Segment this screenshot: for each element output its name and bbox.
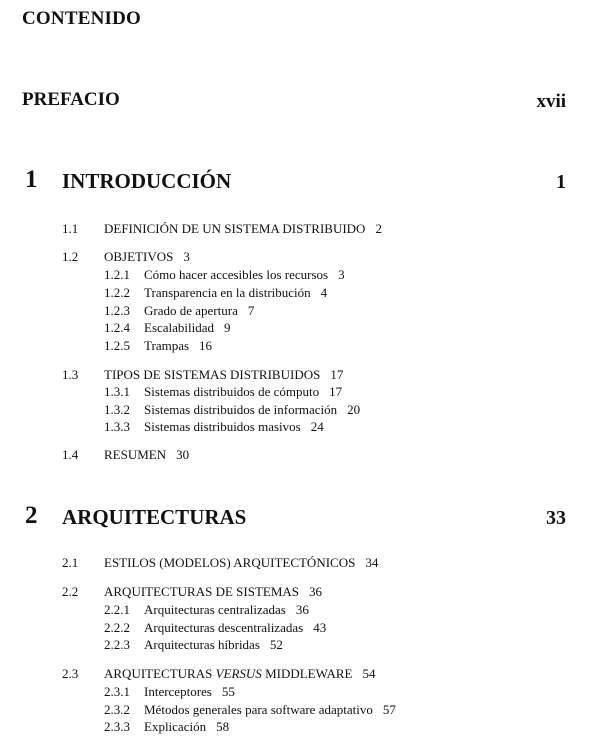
preface-page-number: xvii — [536, 91, 566, 112]
subsection-entry — [144, 602, 309, 618]
section-number: 1.1 — [62, 221, 79, 236]
chapter-number: 2 — [25, 502, 38, 529]
chapter-title: ARQUITECTURAS — [62, 505, 247, 529]
section-number: 2.3 — [62, 666, 79, 681]
section-number: 1.4 — [62, 447, 79, 462]
subsection-number: 1.2.5 — [104, 338, 130, 353]
subsection-number: 2.2.1 — [104, 602, 130, 617]
subsection-page-number: 16 — [199, 338, 213, 353]
preface-title: PREFACIO — [22, 89, 120, 110]
toc-heading: CONTENIDO — [22, 8, 141, 29]
subsection-title: Transparencia en la distribución — [144, 285, 311, 300]
chapter-page-number: 1 — [556, 171, 566, 193]
section-entry — [104, 555, 378, 571]
section-page-number: 2 — [375, 221, 382, 236]
section-entry — [104, 367, 343, 383]
section-page-number: 17 — [330, 367, 344, 382]
subsection-page-number: 58 — [216, 719, 230, 734]
section-entry — [104, 249, 190, 265]
section-entry — [104, 221, 382, 237]
subsection-entry — [144, 620, 326, 636]
section-entry — [104, 666, 375, 682]
subsection-number: 1.2.1 — [104, 267, 130, 282]
subsection-title: Cómo hacer accesibles los recursos — [144, 267, 329, 282]
subsection-page-number: 36 — [295, 602, 309, 617]
subsection-entry — [144, 303, 254, 319]
section-page-number: 3 — [183, 249, 190, 264]
subsection-title: Arquitecturas híbridas — [144, 637, 260, 652]
section-number: 2.2 — [62, 584, 79, 599]
subsection-title: Sistemas distribuidos masivos — [144, 419, 301, 434]
subsection-page-number: 55 — [221, 684, 235, 699]
section-title: TIPOS DE SISTEMAS DISTRIBUIDOS — [104, 367, 321, 382]
section-page-number: 36 — [309, 584, 323, 599]
section-title: RESUMEN — [104, 447, 167, 462]
subsection-number: 1.2.3 — [104, 303, 130, 318]
subsection-entry — [144, 285, 327, 301]
subsection-title: Trampas — [144, 338, 190, 353]
section-page-number: 30 — [176, 447, 190, 462]
subsection-entry — [144, 384, 342, 400]
subsection-number: 2.3.3 — [104, 719, 130, 734]
section-number: 2.1 — [62, 555, 79, 570]
section-entry — [104, 447, 189, 463]
subsection-number: 2.2.2 — [104, 620, 130, 635]
subsection-page-number: 20 — [347, 402, 361, 417]
subsection-entry — [144, 702, 396, 718]
subsection-number: 1.3.3 — [104, 419, 130, 434]
subsection-entry — [144, 719, 229, 735]
subsection-page-number: 24 — [310, 419, 324, 434]
section-number: 1.3 — [62, 367, 79, 382]
subsection-number: 1.3.2 — [104, 402, 130, 417]
subsection-page-number: 17 — [329, 384, 343, 399]
subsection-page-number: 52 — [269, 637, 283, 652]
subsection-page-number: 7 — [247, 303, 255, 318]
subsection-page-number: 57 — [382, 702, 396, 717]
subsection-title: Sistemas distribuidos de información — [144, 402, 338, 417]
subsection-number: 2.3.2 — [104, 702, 130, 717]
subsection-entry — [144, 267, 345, 283]
subsection-title: Arquitecturas descentralizadas — [144, 620, 304, 635]
subsection-title: Interceptores — [144, 684, 212, 699]
section-entry — [104, 584, 322, 600]
section-title: DEFINICIÓN DE UN SISTEMA DISTRIBUIDO — [104, 221, 366, 236]
subsection-entry — [144, 338, 212, 354]
subsection-number: 2.3.1 — [104, 684, 130, 699]
subsection-title: Arquitecturas centralizadas — [144, 602, 286, 617]
chapter-page-number: 33 — [546, 507, 566, 529]
chapter-title: INTRODUCCIÓN — [62, 169, 232, 193]
subsection-title: Explicación — [144, 719, 207, 734]
section-title-italic: VERSUS — [215, 666, 262, 681]
subsection-entry — [144, 419, 324, 435]
section-title: ESTILOS (MODELOS) ARQUITECTÓNICOS — [104, 555, 356, 570]
subsection-entry — [144, 320, 231, 336]
subsection-entry — [144, 637, 283, 653]
subsection-page-number: 3 — [338, 267, 345, 282]
section-page-number: 54 — [362, 666, 376, 681]
subsection-number: 1.2.2 — [104, 285, 130, 300]
section-title: ARQUITECTURAS DE SISTEMAS — [104, 584, 300, 599]
section-number: 1.2 — [62, 249, 79, 264]
subsection-entry — [144, 402, 360, 418]
subsection-number: 1.3.1 — [104, 384, 130, 399]
subsection-title: Sistemas distribuidos de cómputo — [144, 384, 320, 399]
chapter-number: 1 — [25, 166, 38, 193]
subsection-title: Métodos generales para software adaptativo — [144, 702, 373, 717]
section-title-start: ARQUITECTURAS — [104, 666, 216, 681]
section-title-end: MIDDLEWARE — [261, 666, 353, 681]
subsection-title: Grado de apertura — [144, 303, 238, 318]
subsection-page-number: 4 — [320, 285, 328, 300]
subsection-page-number: 43 — [313, 620, 327, 635]
subsection-entry — [144, 684, 235, 700]
subsection-number: 1.2.4 — [104, 320, 130, 335]
subsection-title: Escalabilidad — [144, 320, 215, 335]
section-page-number: 34 — [365, 555, 379, 570]
section-title — [104, 666, 352, 681]
subsection-number: 2.2.3 — [104, 637, 130, 652]
subsection-page-number: 9 — [224, 320, 231, 335]
section-title: OBJETIVOS — [104, 249, 174, 264]
